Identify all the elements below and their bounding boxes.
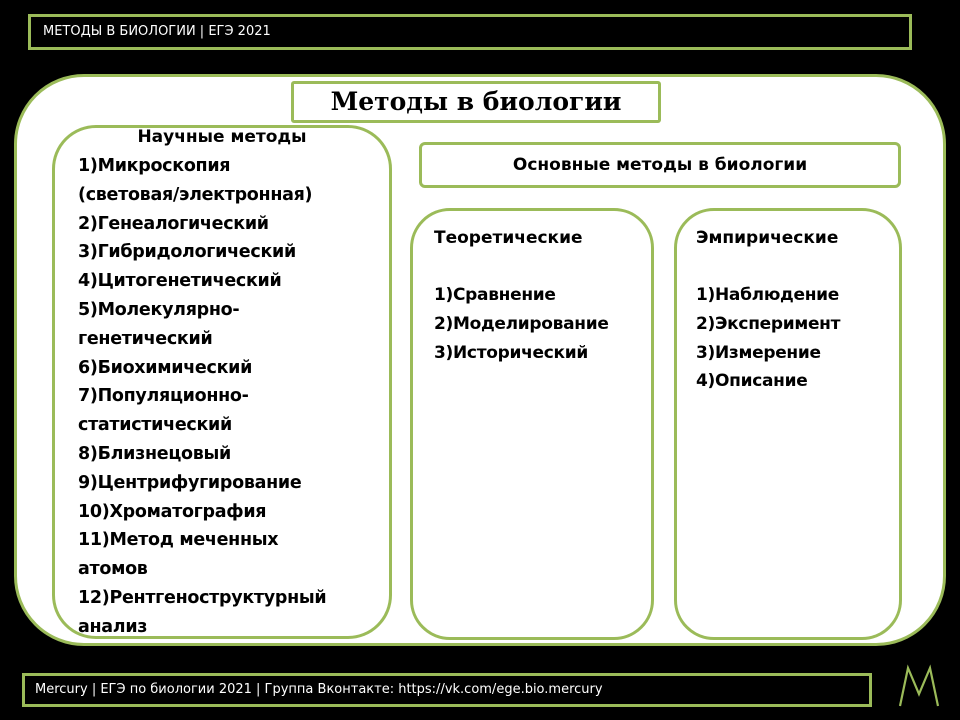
list-item: 11)Метод меченных	[78, 530, 279, 551]
list-item: (световая/электронная)	[78, 184, 313, 205]
list-item: 4)Описание	[696, 371, 808, 392]
list-item: 5)Молекулярно-	[78, 299, 240, 320]
list-item: 10)Хроматография	[78, 501, 267, 522]
list-item: анализ	[78, 616, 148, 637]
list-item: 3)Гибридологический	[78, 242, 296, 263]
list-item: 3)Измерение	[696, 342, 821, 363]
header-bar	[28, 14, 912, 50]
list-item: 1)Сравнение	[434, 285, 556, 305]
mercury-m-logo-icon	[894, 664, 944, 710]
list-item: 1)Микроскопия	[78, 156, 231, 176]
scientific-methods-list	[78, 152, 378, 642]
slide-title: Методы в биологии	[291, 81, 661, 123]
list-item: 8)Близнецовый	[78, 443, 231, 464]
theoretical-methods-list	[434, 281, 609, 367]
list-item: 2)Генеалогический	[78, 213, 269, 234]
list-item: 3)Исторический	[434, 342, 588, 363]
list-item: генетический	[78, 328, 213, 349]
scientific-methods-heading: Научные методы	[137, 127, 307, 147]
list-item: 1)Наблюдение	[696, 285, 839, 305]
list-item: 7)Популяционно-	[78, 386, 249, 407]
list-item: 2)Эксперимент	[696, 313, 841, 334]
list-item: 4)Цитогенетический	[78, 271, 282, 292]
empirical-heading: Эмпирические	[696, 228, 839, 248]
header-title: МЕТОДЫ В БИОЛОГИИ | ЕГЭ 2021	[43, 24, 271, 39]
list-item: 2)Моделирование	[434, 313, 609, 334]
footer-text: Mercury | ЕГЭ по биологии 2021 | Группа Вконтакте: https://vk.com/ege.bio.mercury	[35, 682, 603, 697]
empirical-methods-list	[696, 281, 840, 396]
theoretical-methods-box	[410, 208, 654, 640]
basic-methods-heading: Основные методы в биологии	[419, 142, 901, 188]
theoretical-heading: Теоретические	[434, 228, 583, 248]
list-item: статистический	[78, 415, 232, 436]
footer-bar	[22, 673, 872, 707]
list-item: 6)Биохимический	[78, 357, 253, 378]
list-item: 12)Рентгеноструктурный	[78, 587, 327, 608]
empirical-methods-box	[674, 208, 902, 640]
list-item: 9)Центрифугирование	[78, 472, 302, 493]
list-item: атомов	[78, 559, 148, 580]
